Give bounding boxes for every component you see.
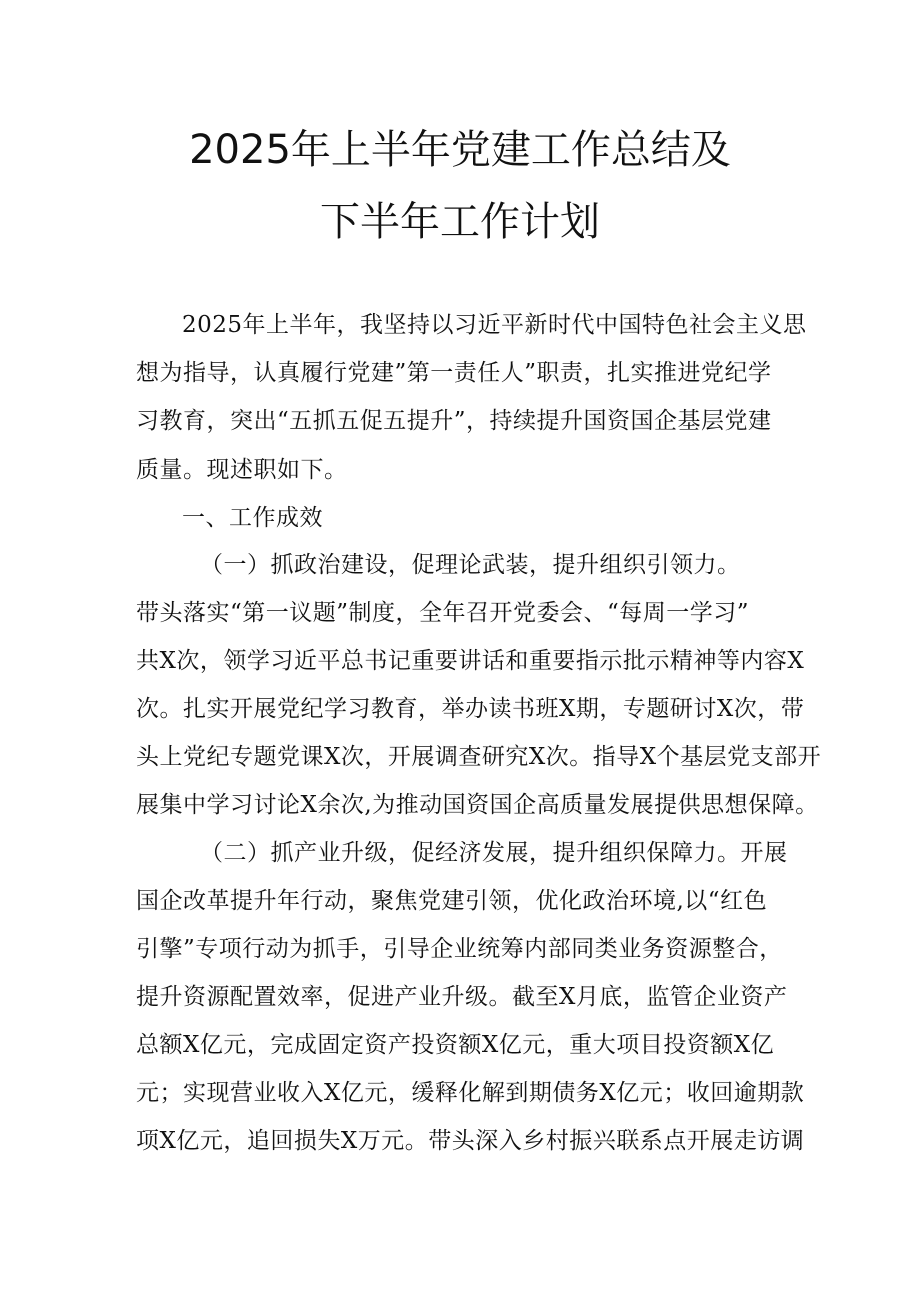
body-line: 习教育，突出“五抓五促五提升”，持续提升国资国企基层党建 <box>136 408 772 434</box>
subsection-heading: （一）抓政治建设，促理论武装，提升组织引领力。 <box>200 552 741 578</box>
body-line: 头上党纪专题党课X次，开展调查研究X次。指导X个基层党支部开 <box>136 744 822 770</box>
body-line: 元；实现营业收入X亿元，缓释化解到期债务X亿元；收回逾期款 <box>136 1080 805 1106</box>
body-line: 共X次，领学习近平总书记重要讲话和重要指示批示精神等内容X <box>136 648 805 674</box>
body-line: 引擎”专项行动为抓手，引导企业统筹内部同类业务资源整合， <box>136 936 783 962</box>
body-line: 提升资源配置效率，促进产业升级。截至X月底，监管企业资产 <box>136 984 788 1010</box>
body-line: 2025年上半年，我坚持以习近平新时代中国特色社会主义思 <box>182 312 807 338</box>
body-line: 质量。现述职如下。 <box>136 457 348 483</box>
section-heading: 一、工作成效 <box>182 505 323 531</box>
body-line: 次。扎实开展党纪学习教育，举办读书班X期，专题研讨X次，带 <box>136 696 805 722</box>
body-line: 总额X亿元，完成固定资产投资额X亿元，重大项目投资额X亿 <box>136 1032 775 1058</box>
body-line: 想为指导，认真履行党建”第一责任人”职责，扎实推进党纪学 <box>136 360 772 386</box>
body-line: 展集中学习讨论X余次,为推动国资国企高质量发展提供思想保障。 <box>136 792 819 818</box>
subsection-heading: （二）抓产业升级，促经济发展，提升组织保障力。开展 <box>200 840 788 866</box>
document-title-line-1: 2025年上半年党建工作总结及 <box>189 127 731 173</box>
body-line: 带头落实“第一议题”制度，全年召开党委会、“每周一学习” <box>136 600 750 626</box>
document-title-line-2: 下半年工作计划 <box>320 199 600 245</box>
body-line: 项X亿元，追回损失X万元。带头深入乡村振兴联系点开展走访调 <box>136 1128 805 1154</box>
body-line: 国企改革提升年行动，聚焦党建引领，优化政治环境,以“红色 <box>136 888 768 914</box>
